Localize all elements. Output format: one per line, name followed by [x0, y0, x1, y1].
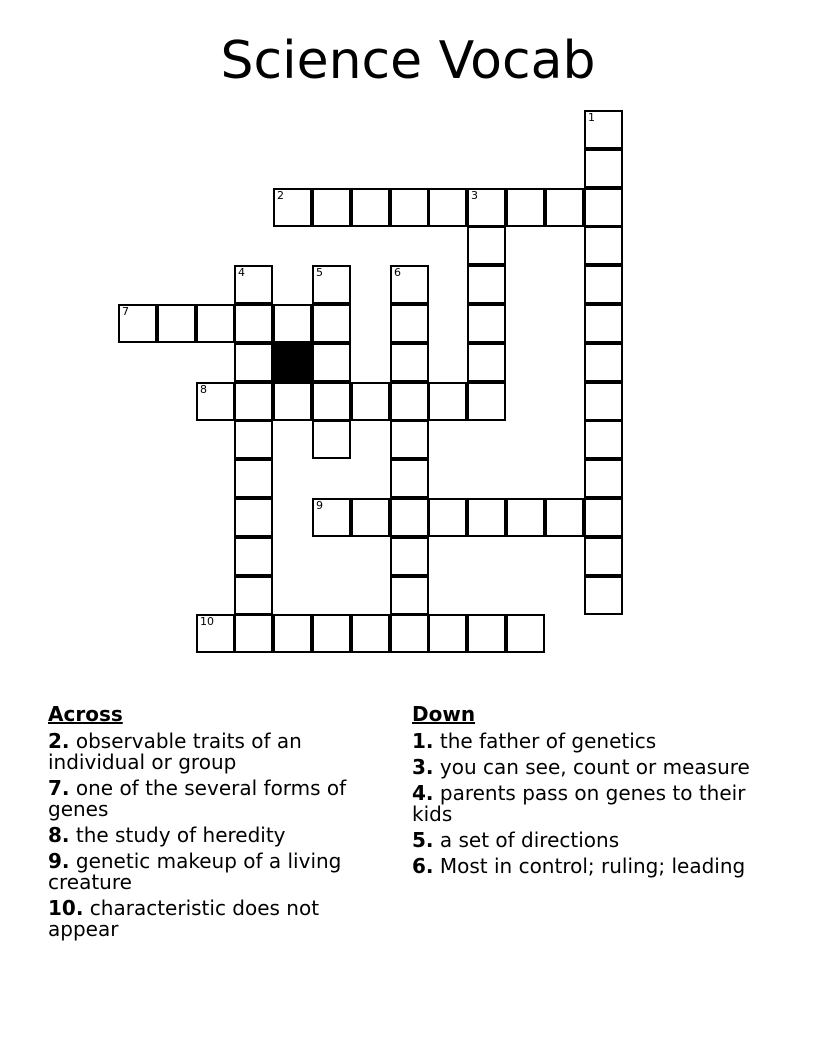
- grid-cell[interactable]: [390, 343, 429, 382]
- down-clue-1: 1. the father of genetics: [412, 729, 657, 753]
- grid-cell[interactable]: [584, 110, 623, 149]
- grid-cell[interactable]: [545, 498, 584, 537]
- clue-number: 9: [316, 499, 323, 512]
- down-clues: [412, 702, 752, 882]
- across-clue-7: 7. one of the several forms of genes: [48, 776, 347, 821]
- grid-cell[interactable]: [467, 304, 506, 343]
- grid-cell[interactable]: [584, 382, 623, 421]
- grid-cell[interactable]: [584, 304, 623, 343]
- grid-cell[interactable]: [234, 265, 273, 304]
- grid-cell[interactable]: [351, 498, 390, 537]
- grid-cell[interactable]: [196, 614, 235, 653]
- clue-number: 3: [471, 189, 478, 202]
- grid-cell[interactable]: [234, 304, 273, 343]
- grid-cell[interactable]: [584, 459, 623, 498]
- grid-cell[interactable]: [312, 265, 351, 304]
- grid-cell[interactable]: [428, 188, 467, 227]
- puzzle-title: Science Vocab: [220, 31, 596, 91]
- grid-cell[interactable]: [351, 188, 390, 227]
- across-clues: [48, 702, 393, 945]
- grid-cell[interactable]: [506, 498, 545, 537]
- grid-cell[interactable]: [390, 265, 429, 304]
- grid-cell[interactable]: [273, 304, 312, 343]
- grid-cell[interactable]: [506, 614, 545, 653]
- grid-cell[interactable]: [584, 265, 623, 304]
- clue-number: 5: [316, 266, 323, 279]
- grid-cell[interactable]: [584, 343, 623, 382]
- grid-cell[interactable]: [390, 382, 429, 421]
- grid-cell[interactable]: [390, 420, 429, 459]
- down-clue-3: 3. you can see, count or measure: [412, 755, 750, 779]
- down-clue-4: 4. parents pass on genes to their kids: [412, 781, 746, 826]
- across-heading: Across: [48, 702, 123, 726]
- grid-cell[interactable]: [234, 537, 273, 576]
- clue-number: 1: [588, 111, 595, 124]
- grid-cell[interactable]: [428, 498, 467, 537]
- grid-cell[interactable]: [467, 343, 506, 382]
- grid-cell[interactable]: [584, 149, 623, 188]
- grid-cell[interactable]: [467, 382, 506, 421]
- across-clue-2: 2. observable traits of an individual or group: [48, 729, 302, 774]
- grid-cell[interactable]: [351, 382, 390, 421]
- grid-cell[interactable]: [234, 498, 273, 537]
- grid-cell[interactable]: [234, 459, 273, 498]
- grid-cell[interactable]: [312, 382, 351, 421]
- grid-cell[interactable]: [506, 188, 545, 227]
- grid-cell[interactable]: [467, 188, 506, 227]
- down-clue-6: 6. Most in control; ruling; leading: [412, 854, 746, 878]
- grid-cell[interactable]: [467, 614, 506, 653]
- grid-cell[interactable]: [390, 304, 429, 343]
- grid-cell[interactable]: [584, 226, 623, 265]
- grid-cell[interactable]: [467, 498, 506, 537]
- grid-cell[interactable]: [118, 304, 157, 343]
- grid-cell[interactable]: [428, 382, 467, 421]
- grid-cell[interactable]: [467, 265, 506, 304]
- grid-cell[interactable]: [390, 188, 429, 227]
- grid-cell[interactable]: [390, 498, 429, 537]
- grid-cell[interactable]: [390, 576, 429, 615]
- grid-cell[interactable]: [390, 537, 429, 576]
- grid-cell[interactable]: [584, 188, 623, 227]
- grid-cell[interactable]: [584, 498, 623, 537]
- grid-cell[interactable]: [234, 420, 273, 459]
- down-heading: Down: [412, 702, 476, 726]
- grid-cell[interactable]: [273, 382, 312, 421]
- grid-cell[interactable]: [157, 304, 196, 343]
- clue-number: 2: [277, 189, 284, 202]
- grid-cell[interactable]: [273, 614, 312, 653]
- clue-number: 6: [394, 266, 401, 279]
- grid-cell[interactable]: [273, 188, 312, 227]
- grid-cell[interactable]: [234, 343, 273, 382]
- clue-number: 10: [200, 615, 214, 628]
- grid-cell[interactable]: [234, 614, 273, 653]
- grid-cell[interactable]: [234, 382, 273, 421]
- grid-cell[interactable]: [545, 188, 584, 227]
- grid-cell[interactable]: [584, 576, 623, 615]
- grid-cell[interactable]: [234, 576, 273, 615]
- grid-cell[interactable]: [351, 614, 390, 653]
- grid-cell[interactable]: [584, 537, 623, 576]
- across-clue-10: 10. characteristic does not appear: [48, 896, 320, 941]
- grid-cell[interactable]: [390, 459, 429, 498]
- black-square: [273, 343, 312, 382]
- down-clue-5: 5. a set of directions: [412, 828, 620, 852]
- grid-cell[interactable]: [196, 304, 235, 343]
- across-clue-9: 9. genetic makeup of a living creature: [48, 849, 342, 894]
- grid-cell[interactable]: [467, 226, 506, 265]
- grid-cell[interactable]: [312, 304, 351, 343]
- grid-cell[interactable]: [312, 614, 351, 653]
- grid-cell[interactable]: [312, 420, 351, 459]
- clue-number: 7: [122, 305, 129, 318]
- grid-cell[interactable]: [312, 188, 351, 227]
- grid-cell[interactable]: [196, 382, 235, 421]
- grid-cell[interactable]: [428, 614, 467, 653]
- clue-number: 4: [238, 266, 245, 279]
- grid-cell[interactable]: [584, 420, 623, 459]
- across-clue-8: 8. the study of heredity: [48, 823, 286, 847]
- clue-number: 8: [200, 383, 207, 396]
- grid-cell[interactable]: [312, 498, 351, 537]
- grid-cell[interactable]: [390, 614, 429, 653]
- grid-cell[interactable]: [312, 343, 351, 382]
